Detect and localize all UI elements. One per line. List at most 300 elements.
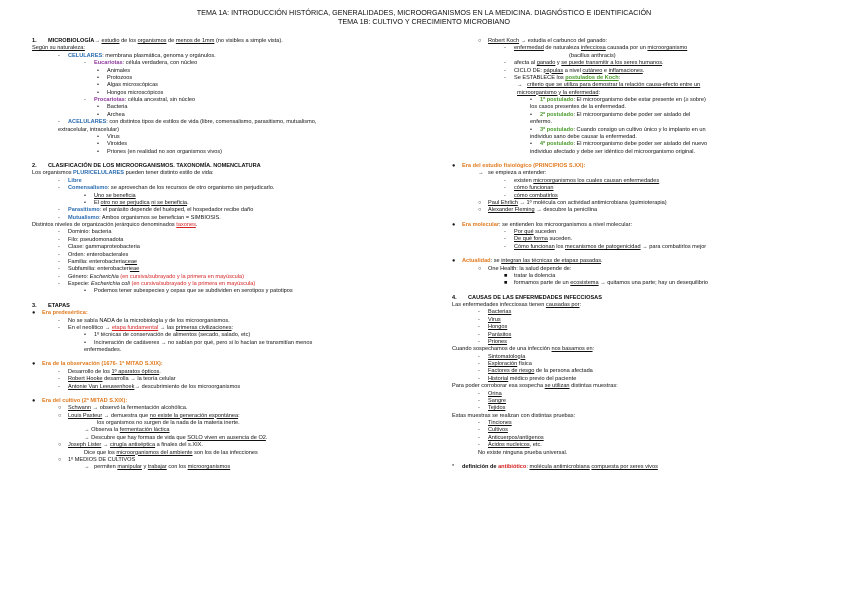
text-run: ni se beneficia	[151, 199, 187, 206]
list-marker: -	[58, 244, 60, 251]
outline-line	[32, 384, 424, 391]
text-run: Anticuerpos/antígenos	[488, 434, 544, 441]
text-run: (bacillus anthracis)	[569, 52, 616, 59]
list-marker: •	[97, 133, 99, 140]
text-run: Antonie Van Leeuwenhoek	[68, 383, 135, 390]
list-marker: -	[58, 251, 60, 258]
text-run: ecosistema	[570, 280, 599, 287]
list-marker: -	[58, 258, 60, 265]
text-run: y	[555, 60, 562, 67]
list-marker: 3.	[32, 302, 37, 309]
text-run: Uno se beneficia	[94, 192, 136, 199]
list-marker: -	[58, 266, 60, 273]
text-run: Robert Hooke	[68, 376, 103, 383]
text-run: Louis Pasteur	[68, 412, 103, 419]
text-run: Parásitos	[488, 331, 512, 338]
text-run: 1º postulado	[540, 97, 574, 103]
text-run: de naturaleza	[543, 45, 581, 52]
text-run: Eucariotas	[94, 60, 123, 67]
text-run: Virus	[107, 133, 120, 140]
text-run: Virus	[488, 316, 501, 323]
list-marker: •	[84, 199, 86, 206]
text-run: Por qué	[514, 229, 534, 235]
list-marker: •	[530, 141, 532, 148]
text-run: Dominio: bacteria	[68, 229, 112, 236]
text-run: Era molecular	[462, 221, 499, 228]
text-run: (no visibles a simple vista).	[214, 38, 283, 44]
section-gap	[32, 156, 424, 163]
outline-line	[32, 149, 424, 156]
text-run: Sangre	[488, 397, 507, 404]
text-run: Archea	[107, 111, 125, 118]
outline-line	[32, 237, 424, 244]
list-marker: ○	[58, 442, 62, 449]
text-run: No existe ninguna prueba universal.	[478, 449, 568, 456]
text-run: :	[238, 412, 240, 419]
text-run: Se ESTABLECE los	[514, 74, 566, 81]
list-marker: ●	[32, 397, 36, 404]
text-run: desarrolla → la teoría celular	[102, 376, 176, 383]
text-run: Schwann	[68, 405, 92, 412]
list-marker: -	[478, 390, 480, 397]
text-run: :	[579, 302, 582, 308]
text-run: microorganismos	[187, 464, 231, 471]
text-run: Priones	[488, 338, 507, 345]
outline-line	[32, 90, 424, 97]
text-run: 4º postulado	[540, 141, 574, 148]
list-marker: •	[97, 141, 99, 148]
text-run: Familia: enterobacteria	[68, 258, 125, 265]
text-run: suceden	[533, 229, 557, 235]
text-run: Tinciones	[488, 420, 512, 426]
text-run: Desarrollo de los	[68, 368, 112, 375]
text-run: Dice que los	[84, 449, 117, 456]
text-run: Historial	[488, 375, 509, 382]
outline-line	[32, 376, 424, 383]
outline-line	[32, 266, 424, 273]
text-run: infecciosa	[580, 45, 606, 52]
list-marker: -	[504, 45, 506, 52]
outline-line	[32, 332, 424, 339]
text-run: microorganismos los cuales causan enfermedades	[533, 177, 660, 184]
text-run: Distintos niveles de organización jerárquico denominados	[32, 222, 177, 228]
text-run: Actualidad	[462, 258, 491, 265]
text-run: Especie:	[68, 281, 92, 287]
outline-line	[32, 112, 424, 119]
text-run: Subfamilia: enterobacteri	[68, 266, 130, 273]
text-run: Género:	[68, 273, 90, 280]
outline-line	[32, 178, 424, 185]
section-gap	[452, 215, 832, 222]
outline-line	[452, 427, 832, 434]
list-marker: -	[58, 119, 60, 126]
section-gap	[452, 251, 832, 258]
text-run: formamos parte de un	[514, 280, 571, 287]
text-run: CLASIFICACIÓN DE LOS MICROORGANISMOS. TAXONOMÍA. NOMENCLATURA	[48, 163, 261, 169]
section-gap	[32, 391, 424, 398]
page-title: TEMA 1A: INTRODUCCIÓN HISTÓRICA, GENERALIDADES, MICROORGANISMOS EN LA MEDICINA. DIAGNÓSTICO E IDENTIFICACIÓN	[196, 8, 652, 17]
text-run: : se entienden los microorganismos a nivel molecular:	[499, 221, 633, 228]
list-marker: -	[84, 60, 86, 67]
list-marker: -	[504, 236, 506, 243]
text-run: : con distintos tipos de estilos de vida (libre, comensalismo, parasitismo, mutualismo,	[106, 119, 317, 126]
outline-line	[452, 309, 832, 316]
outline-line	[32, 127, 424, 134]
list-marker: -	[58, 368, 60, 375]
outline-line	[452, 170, 832, 177]
list-marker: •	[97, 104, 99, 111]
list-marker: •	[530, 126, 532, 133]
outline-line	[32, 288, 424, 295]
text-run: Factores de riesgo	[488, 368, 535, 375]
outline-line	[452, 280, 832, 287]
text-run: suceden.	[547, 236, 573, 243]
list-marker: -	[504, 185, 506, 192]
text-run: PLURICELULARES	[73, 170, 125, 177]
text-run: Animales	[107, 67, 131, 74]
list-marker: -	[58, 207, 60, 214]
text-run: a finales del s.XIX.	[155, 442, 203, 449]
list-marker: ○	[58, 412, 62, 419]
text-run: inflamaciones	[608, 67, 643, 74]
list-marker: -	[478, 368, 480, 375]
text-run: Orden: enterobacterales	[68, 251, 129, 258]
text-run: → estudia el carbunco del ganado:	[519, 38, 608, 44]
list-marker: -	[58, 236, 60, 243]
text-run: CICLO DE:	[514, 67, 544, 74]
text-run: se puede transmitir a los seres humanos	[561, 60, 663, 67]
text-run: se utilizan	[544, 383, 570, 390]
text-run: De qué forma	[514, 236, 548, 243]
text-run: taxones	[176, 222, 196, 228]
outline-line	[452, 53, 832, 60]
text-run: trabajar	[147, 464, 167, 471]
outline-line	[32, 259, 424, 266]
outline-line	[452, 193, 832, 200]
text-run: Bacterias	[488, 309, 512, 316]
text-run: (en cursiva/subrayado y la primera en mayúscula)	[131, 281, 256, 287]
text-run: → las	[158, 324, 176, 331]
text-run: Bacteria	[107, 104, 128, 111]
text-run: Incineración de cadáveres → no sabían por qué, pero si lo hacían se transmitían menos	[94, 339, 313, 346]
text-run: ganado	[536, 60, 556, 67]
list-marker: •	[97, 148, 99, 155]
outline-line	[32, 464, 424, 471]
text-run: pápulas	[543, 67, 564, 74]
outline-line	[452, 464, 832, 471]
text-run: Procariotas	[94, 97, 125, 103]
text-run: .	[195, 222, 198, 228]
text-run: .	[265, 434, 268, 441]
outline-line	[32, 340, 424, 347]
section-gap	[32, 296, 424, 303]
list-marker: -	[478, 361, 480, 367]
text-run: pueden tener distinto estilo de vida:	[124, 170, 214, 177]
text-run: Priones (en realidad no son organismos vivos)	[107, 148, 223, 155]
outline-line	[452, 368, 832, 375]
text-run: :	[592, 346, 595, 353]
outline-line	[32, 68, 424, 75]
outline-line	[32, 200, 424, 207]
text-run: SOLO viven en ausencia de O2	[187, 434, 266, 441]
text-run: Viroides	[107, 141, 128, 148]
outline-line	[452, 420, 832, 427]
outline-line	[32, 369, 424, 376]
text-run: Ácidos nucleicos	[488, 442, 530, 449]
text-run: e	[602, 67, 609, 74]
text-run: manipular	[117, 464, 142, 471]
outline-line	[452, 332, 832, 339]
text-run: → para combatirlos mejor	[640, 243, 707, 250]
list-marker: -	[58, 52, 60, 59]
text-run: .	[601, 258, 603, 265]
outline-line	[32, 457, 424, 464]
text-run: eae	[129, 266, 140, 273]
text-run: y	[141, 464, 148, 471]
text-run: física	[517, 361, 532, 367]
text-run: Mutualismo	[68, 214, 100, 221]
text-run: No se sabía NADA de la microbiología y de los microorganismos.	[68, 317, 230, 324]
text-run: → Descubre que hay formas de vida que	[84, 434, 188, 441]
list-marker: -	[478, 353, 480, 360]
text-run: fermentación láctica	[119, 427, 170, 434]
list-marker: -	[478, 375, 480, 382]
list-marker: ●	[452, 221, 456, 228]
list-marker: -	[504, 177, 506, 184]
right-column	[452, 38, 832, 471]
outline-line	[452, 163, 832, 170]
text-run: integran las técnicas de etapas pasadas	[501, 258, 602, 265]
list-marker: -	[504, 67, 506, 74]
document-header	[0, 8, 848, 26]
outline-line	[32, 75, 424, 82]
outline-line	[452, 82, 832, 89]
outline-line	[32, 193, 424, 200]
outline-line	[32, 97, 424, 104]
outline-line	[452, 229, 832, 236]
text-run: : el parásito depende del huésped, el hospedador recibe daño	[99, 207, 254, 214]
text-run: :	[231, 324, 234, 331]
text-run: individuo sano debe causar la enfermedad.	[530, 133, 637, 140]
text-run: enfermo.	[530, 119, 553, 126]
text-run: : se aprovechan de los recursos de otro organismo sin perjudicarlo.	[107, 185, 275, 192]
outline-line	[452, 207, 832, 214]
text-run: Escherichia	[89, 273, 119, 280]
text-run: : célula ancestral, sin núcleo	[124, 97, 196, 103]
list-marker: -	[58, 376, 60, 383]
list-marker: •	[84, 192, 86, 199]
outline-line	[452, 413, 832, 420]
list-marker: ■	[504, 280, 508, 287]
outline-line	[452, 302, 832, 309]
text-run: cómo combatirlos	[514, 192, 558, 199]
text-run: Era del estudio fisiológico (PRINCIPIOS S.XX):	[462, 163, 586, 169]
outline-line	[32, 82, 424, 89]
text-run: : El microorganismo debe poder ser aislado del nuevo	[573, 141, 708, 148]
text-run: Algas microscópicas	[107, 82, 158, 89]
text-run: definición de	[462, 463, 499, 470]
list-marker: →	[517, 82, 523, 89]
text-run: Filo: pseudomonadota	[68, 236, 124, 243]
text-run: a nivel	[563, 67, 583, 74]
text-run: cirugía antiséptica	[109, 442, 156, 449]
text-run: Clase: gammaproteobacteria	[68, 244, 140, 251]
section-gap	[452, 288, 832, 295]
list-marker: -	[478, 397, 480, 404]
text-run: molécula antimicrobiana	[529, 463, 590, 470]
list-marker: •	[97, 82, 99, 89]
list-marker: ○	[478, 38, 482, 44]
list-marker: •	[97, 111, 99, 118]
text-run: ceae	[124, 258, 138, 265]
outline-line	[32, 141, 424, 148]
text-run: menos de 1mm	[175, 38, 215, 44]
text-run: distintas muestras:	[569, 383, 618, 390]
text-run: ACELULARES	[68, 119, 107, 126]
list-marker: -	[478, 338, 480, 345]
outline-line	[452, 38, 832, 45]
text-run: Hongos	[488, 324, 508, 331]
text-run: 2º postulado	[540, 111, 574, 118]
text-run: Era de la observación (1676- 1ª MITAD S.XIX):	[42, 361, 163, 368]
outline-line	[452, 391, 832, 398]
text-run: médico previo del paciente	[508, 375, 577, 382]
text-run: Orina	[488, 390, 502, 397]
outline-line	[452, 273, 832, 280]
outline-line	[452, 295, 832, 302]
outline-line	[452, 258, 832, 265]
outline-line	[452, 450, 832, 457]
outline-line	[452, 236, 832, 243]
outline-line	[32, 435, 424, 442]
list-marker: -	[58, 214, 60, 221]
outline-line	[452, 112, 832, 119]
outline-line	[452, 104, 832, 111]
outline-line	[32, 60, 424, 67]
outline-line	[452, 383, 832, 390]
text-run: Cuando sospechamos de una infección	[452, 346, 552, 353]
outline-line	[452, 178, 832, 185]
text-run: microorganismo y la enfermedad	[517, 89, 599, 96]
text-run: los	[554, 243, 566, 250]
outline-line	[32, 53, 424, 60]
outline-line	[32, 310, 424, 317]
text-run: , etc.	[529, 442, 542, 449]
outline-line	[452, 376, 832, 383]
list-marker: -	[58, 273, 60, 280]
list-marker: -	[504, 229, 506, 235]
text-run: : célula verdadera, con núcleo	[122, 60, 198, 67]
text-run: con los	[166, 464, 188, 471]
outline-line	[452, 90, 832, 97]
list-marker: -	[504, 243, 506, 250]
text-run: de	[166, 38, 176, 44]
outline-line	[452, 346, 832, 353]
text-run: microorganismo	[647, 45, 688, 52]
outline-line	[32, 398, 424, 405]
list-marker: -	[58, 185, 60, 192]
text-run: causadas por	[545, 302, 580, 308]
list-marker: ○	[478, 199, 482, 206]
text-run: Para poder corroborar esa sospecha	[452, 383, 545, 390]
list-marker: -	[504, 60, 506, 67]
text-run: 1º MEDIOS DE CULTIVOS	[68, 456, 136, 463]
text-run: → observó la fermentación alcohólica.	[91, 405, 188, 412]
text-run: se empieza a entender:	[488, 170, 547, 177]
outline-line	[32, 281, 424, 288]
text-run: Estas muestras se realizan con distintas pruebas:	[452, 412, 576, 419]
list-marker: →	[478, 170, 484, 177]
text-run: Escherichia coli	[91, 281, 130, 287]
text-run: organismos	[137, 38, 167, 44]
text-run: antibiótico	[498, 463, 527, 470]
text-run: enfermedades.	[84, 347, 122, 353]
list-marker: *	[452, 463, 455, 470]
list-marker: ○	[478, 207, 482, 214]
text-run: : El microorganismo debe estar presente en (≥ sobre)	[573, 97, 706, 103]
list-marker: ●	[452, 163, 456, 169]
outline-line	[32, 347, 424, 354]
text-run: .	[662, 60, 664, 67]
text-run: extracelular, intracelular)	[58, 126, 119, 133]
list-marker: -	[58, 281, 60, 287]
text-run: nos basamos en	[551, 346, 593, 353]
outline-line	[452, 97, 832, 104]
list-marker: →	[84, 464, 90, 471]
text-run: permiten	[94, 464, 118, 471]
outline-line	[32, 207, 424, 214]
list-marker: -	[504, 74, 506, 81]
list-marker: ○	[58, 456, 62, 463]
outline-line	[452, 324, 832, 331]
text-run: Comensalismo	[68, 185, 108, 192]
list-marker: ●	[32, 310, 36, 317]
list-marker: •	[97, 67, 99, 74]
text-run: (en cursiva/subrayado y la primera en mayúscula)	[120, 273, 245, 280]
list-marker: •	[530, 111, 532, 118]
outline-line	[452, 149, 832, 156]
list-marker: -	[84, 97, 86, 103]
outline-line	[32, 222, 424, 229]
text-run: →	[101, 442, 110, 449]
text-run: estudio	[101, 38, 120, 44]
text-run: Tejidos	[488, 405, 506, 412]
text-run: Paul Ehrlich	[488, 199, 518, 206]
text-run: mecanismos de patogenicidad	[565, 243, 641, 250]
list-marker: ●	[32, 361, 36, 368]
text-run: cutáneo	[582, 67, 603, 74]
outline-line	[32, 163, 424, 170]
outline-line	[32, 361, 424, 368]
text-run: tratar la dolencia	[514, 272, 556, 279]
list-marker: •	[84, 332, 86, 339]
outline-line	[452, 200, 832, 207]
text-run: Hongos microscópicos	[107, 89, 164, 96]
outline-line	[452, 141, 832, 148]
text-run: Cultivos	[488, 427, 508, 434]
text-run: .	[642, 67, 645, 74]
list-marker: -	[478, 309, 480, 316]
text-run: →	[94, 38, 102, 44]
text-run: CAUSAS DE LAS ENFERMEDADES INFECCIOSAS	[468, 294, 602, 301]
outline-line	[452, 339, 832, 346]
outline-line	[452, 60, 832, 67]
list-marker: •	[97, 89, 99, 96]
text-run: son los de las infecciones	[192, 449, 258, 456]
list-marker: •	[84, 288, 86, 295]
list-marker: 4.	[452, 294, 457, 301]
text-run: no existe la generación espontánea	[149, 412, 239, 419]
